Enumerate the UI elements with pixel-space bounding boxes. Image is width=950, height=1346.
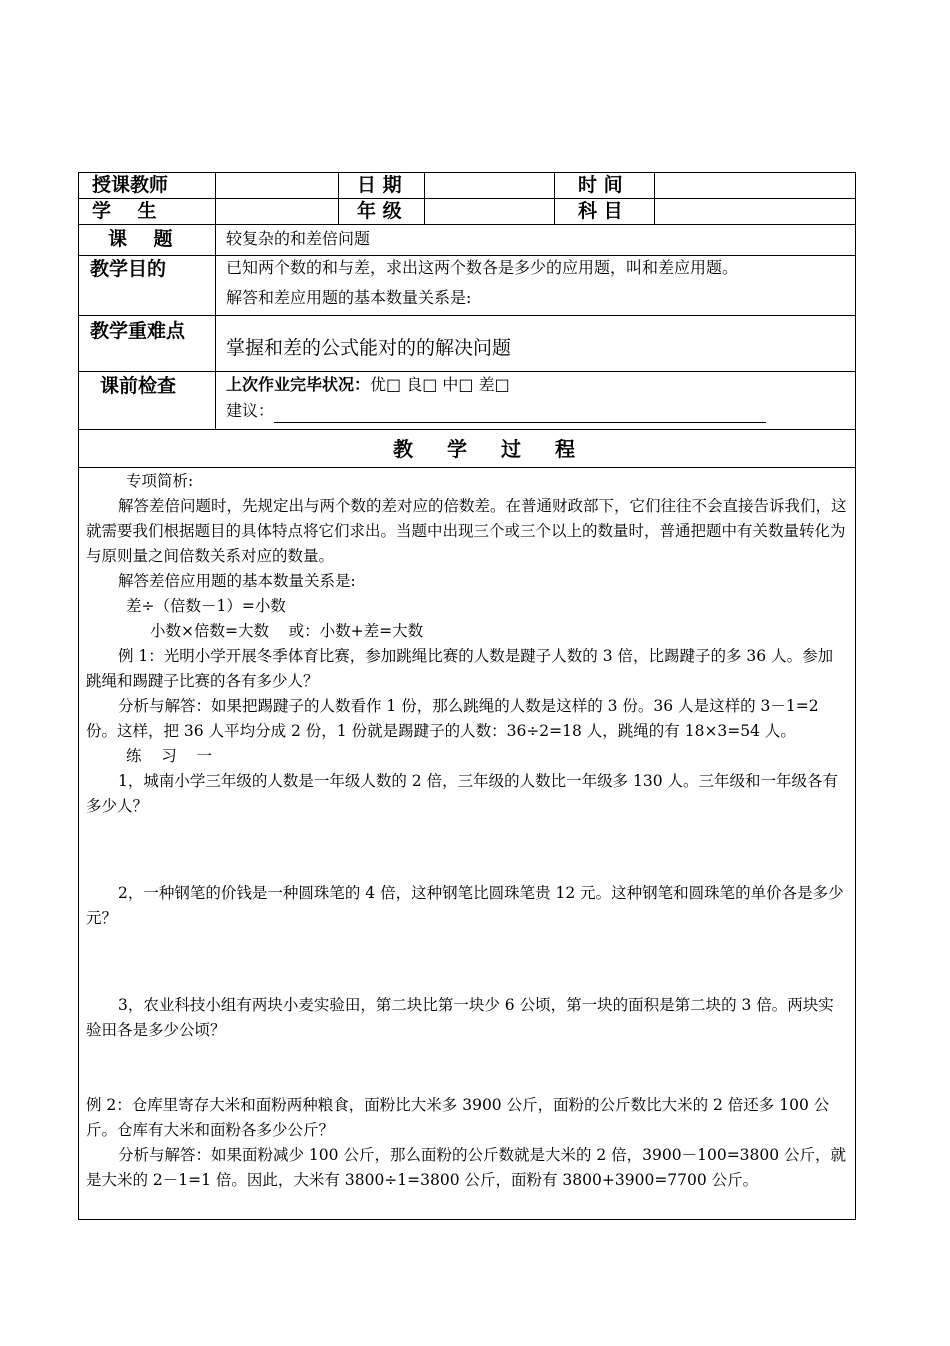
example-2: 例 2：仓库里寄存大米和面粉两种粮食，面粉比大米多 3900 公斤，面粉的公斤数比大米的 2 倍还多 100 公斤。仓库有大米和面粉各多少公斤？ [86,1096,830,1139]
answer-space [86,819,848,881]
suggestion-row [226,399,766,423]
formula-1: 差÷（倍数－1）=小数 [126,597,286,615]
lesson-body [86,469,848,1193]
lesson-plan-table [78,172,856,1220]
topic-value: 较复杂的和差倍问题 [226,229,371,248]
example-1: 例 1：光明小学开展冬季体育比赛，参加跳绳比赛的人数是踺子人数的 3 倍，比踢踺子的多 36 人。参加跳绳和踢踺子比赛的各有多少人？ [86,647,834,690]
exercise-2: 2，一种钢笔的价钱是一种圆珠笔的 4 倍，这种钢笔比圆珠笔贵 12 元。这种钢笔和圆珠笔的单价各是多少元？ [86,884,844,927]
topic-label: 课 题 [108,228,173,250]
suggestion-label: 建议： [226,401,275,420]
answer-space [86,931,848,993]
homework-status [226,373,510,397]
col-divider [424,172,425,224]
col-divider [215,172,216,224]
homework-status-label: 上次作业完毕状况： [226,375,371,394]
student-label: 学 生 [92,200,157,222]
col-divider [654,172,655,224]
example-2-answer: 分析与解答：如果面粉减少 100 公斤，那么面粉的公斤数就是大米的 2 倍，3900－100=3800 公斤，就是大米的 2－1=1 倍。因此，大米有 3800÷1=3800 公斤，面粉有 3800+3900=7700 公斤。 [86,1146,847,1189]
goal-line-2: 解答和差应用题的基本数量关系是: [226,288,472,307]
exercise-3: 3，农业科技小组有两块小麦实验田，第二块比第一块少 6 公顷，第一块的面积是第二块的 3 倍。两块实验田各是多少公顷？ [86,996,834,1039]
exercise-1: 1，城南小学三年级的人数是一年级人数的 2 倍，三年级的人数比一年级多 130 人。三年级和一年级各有多少人？ [86,772,839,815]
teacher-label: 授课教师 [92,174,169,196]
row-divider [78,198,856,199]
goal-label: 教学目的 [90,258,167,280]
grade-label: 年 级 [357,200,402,222]
analysis-paragraph: 解答差倍问题时，先规定出与两个数的差对应的倍数差。在普通财政部下，它们往往不会直接告诉我们，这就需要我们根据题目的具体特点将它们求出。当题中出现三个或三个以上的数量时，普通把题中有关数量转化为与原则量之间倍数关系对应的数量。 [86,497,847,565]
col-divider [215,224,216,429]
row-divider [78,429,856,430]
process-title: 教学过程 [393,437,609,461]
row-divider [78,467,856,468]
suggestion-blank [274,408,766,423]
row-divider [78,315,856,316]
row-divider [78,224,856,225]
homework-status-options: 优□ 良□ 中□ 差□ [370,375,510,394]
example-1-answer: 分析与解答：如果把踢踺子的人数看作 1 份，那么跳绳的人数是这样的 3 份。36 人是这样的 3－1=2 份。这样，把 36 人平均分成 2 份，1 份就是踢踺子的人数：36÷2=18 人，跳绳的有 18×3=54 人。 [86,697,819,740]
answer-space [86,1043,848,1093]
pre-check-label: 课前检查 [100,375,177,397]
formula-2: 小数×倍数=大数 或：小数+差=大数 [150,622,424,640]
key-points-value: 掌握和差的公式能对的的解决问题 [226,337,512,359]
subject-label: 科 目 [578,200,623,222]
exercise-heading: 练 习 一 [126,747,212,765]
key-points-label: 教学重难点 [90,320,186,342]
col-divider [338,172,339,224]
relation-heading: 解答差倍应用题的基本数量关系是: [118,572,356,590]
time-label: 时 间 [578,174,623,196]
date-label: 日 期 [357,174,402,196]
col-divider [554,172,555,224]
analysis-heading: 专项简析: [126,472,194,490]
row-divider [78,371,856,372]
goal-line-1: 已知两个数的和与差，求出这两个数各是多少的应用题，叫和差应用题。 [226,258,739,277]
